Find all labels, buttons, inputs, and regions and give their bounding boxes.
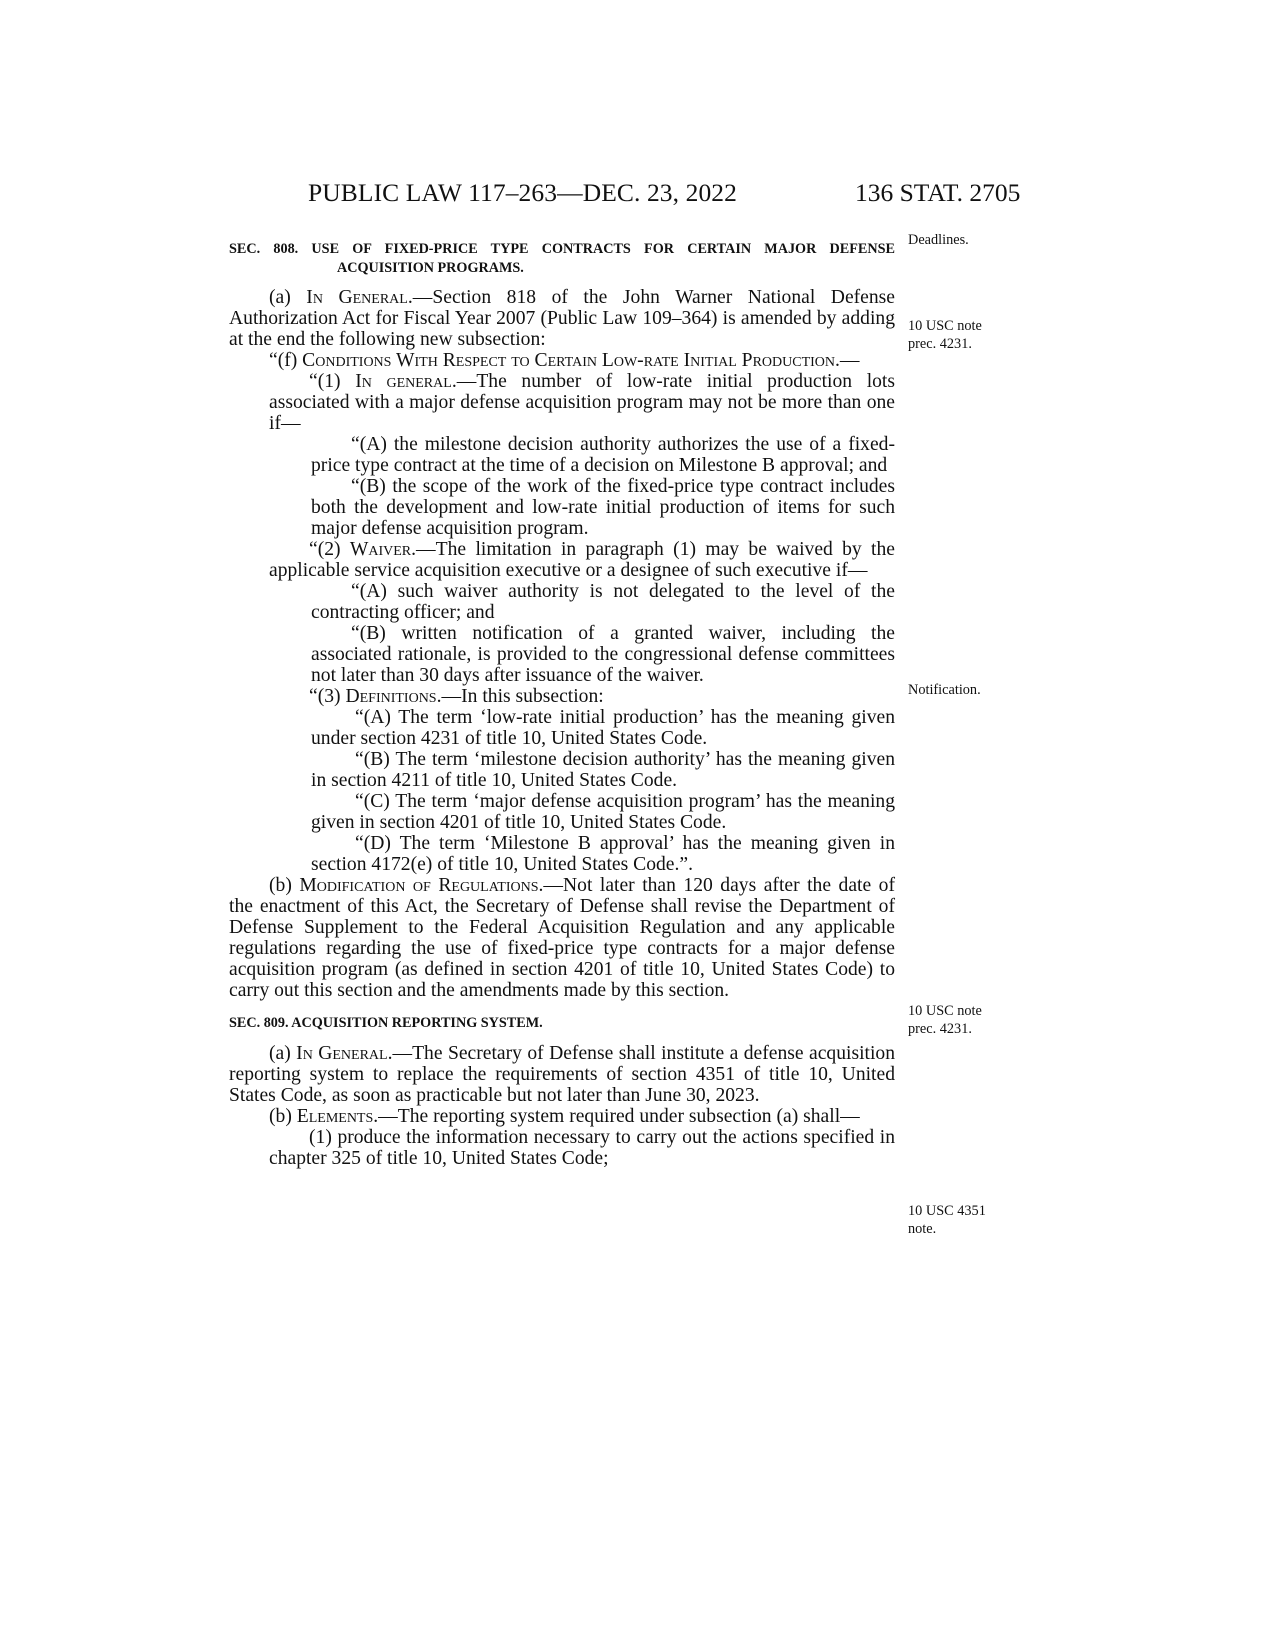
sec808-p3-subparagraph-b: “(B) The term ‘milestone decision authority’ has the meaning given in section 4211 of title 10, United States Code. (311, 749, 895, 791)
sec808-f-heading: Conditions With Respect to Certain Low-rate Initial Production (302, 350, 836, 371)
sec808-subsection-f-heading: “(f) Conditions With Respect to Certain Low-rate Initial Production.— (269, 350, 860, 371)
sec808-b-text: Not later than 120 days after the date of the enactment of this Act, the Secretary of Defense shall revise the Department of Defense Supplement to the Federal Acquisition Regulation and any applicable regulations regarding the use of fixed-price type contracts for a major defense acquisition program (as defined in section 4201 of title 10, United States Code) to carry out this section and the amendments made by this section. (229, 875, 895, 1001)
sec808-p2-heading: Waiver (349, 539, 412, 560)
sec808-p1-subparagraph-a: “(A) the milestone decision authority authorizes the use of a fixed-price type contract at the time of a decision on Milestone B approval; and (311, 434, 895, 476)
sec808-p1-heading: In general (355, 371, 452, 392)
section-808-heading: SEC. 808. USE OF FIXED-PRICE TYPE CONTRACTS FOR CERTAIN MAJOR DEFENSE ACQUISITION PROGRAMS. (229, 241, 895, 276)
margin-note-usc-1b: prec. 4231. (908, 336, 972, 352)
sec808-b-heading: Modification of Regulations (299, 875, 539, 896)
sec808-subsection-a: (a) In General.—Section 818 of the John Warner National Defense Authorization Act for Fiscal Year 2007 (Public Law 109–364) is amended by adding at the end the following new subsection: (229, 287, 895, 350)
running-header-title: PUBLIC LAW 117–263—DEC. 23, 2022 (308, 178, 737, 207)
sec808-a-text: Section 818 of the John Warner National Defense Authorization Act for Fiscal Year 2007 (Public Law 109–364) is amended by adding at the end the following new subsection: (229, 287, 895, 350)
margin-note-usc-3a: 10 USC 4351 (908, 1203, 986, 1219)
margin-note-usc-2b: prec. 4231. (908, 1021, 972, 1037)
sec809-b-paragraph-1: (1) produce the information necessary to carry out the actions specified in chapter 325 of title 10, United States Code; (269, 1127, 895, 1169)
sec808-p3-subparagraph-d: “(D) The term ‘Milestone B approval’ has the meaning given in section 4172(e) of title 10, United States Code.”. (311, 833, 895, 875)
sec808-p2-subparagraph-a: “(A) such waiver authority is not delegated to the level of the contracting officer; and (311, 581, 895, 623)
sec808-subsection-b: (b) Modification of Regulations.—Not later than 120 days after the date of the enactment of this Act, the Secretary of Defense shall revise the Department of Defense Supplement to the Federal Acquisition Regulation and any applicable regulations regarding the use of fixed-price type contracts for a major defense acquisition program (as defined in section 4201 of title 10, United States Code) to carry out this section and the amendments made by this section. (229, 875, 895, 1001)
margin-note-notification: Notification. (908, 682, 981, 698)
sec808-p3-subparagraph-a: “(A) The term ‘low-rate initial production’ has the meaning given under section 4231 of title 10, United States Code. (311, 707, 895, 749)
running-header-page: 136 STAT. 2705 (855, 178, 1021, 207)
sec808-p3-subparagraph-c: “(C) The term ‘major defense acquisition program’ has the meaning given in section 4201 of title 10, United States Code. (311, 791, 895, 833)
sec808-p2-subparagraph-b: “(B) written notification of a granted waiver, including the associated rationale, is provided to the congressional defense committees not later than 30 days after issuance of the waiver. (311, 623, 895, 686)
sec808-paragraph-2: “(2) Waiver.—The limitation in paragraph (1) may be waived by the applicable service acquisition executive or a designee of such executive if— (269, 539, 895, 581)
sec809-b-text: The reporting system required under subsection (a) shall— (397, 1106, 860, 1127)
margin-note-usc-2a: 10 USC note (908, 1003, 982, 1019)
sec808-a-heading: In General (306, 287, 408, 308)
sec809-subsection-b: (b) Elements.—The reporting system required under subsection (a) shall— (269, 1106, 860, 1127)
margin-note-usc-1a: 10 USC note (908, 318, 982, 334)
margin-note-usc-3b: note. (908, 1221, 937, 1237)
sec808-p3-heading: Definitions (345, 686, 437, 707)
sec809-a-heading: In General (296, 1043, 388, 1064)
sec808-paragraph-3: “(3) Definitions.—In this subsection: (309, 686, 604, 707)
margin-note-deadlines: Deadlines. (908, 232, 969, 248)
sec808-p3-text: In this subsection: (461, 686, 604, 707)
sec808-paragraph-1: “(1) In general.—The number of low-rate initial production lots associated with a major defense acquisition program may not be more than one if— (269, 371, 896, 434)
section-809-heading: SEC. 809. ACQUISITION REPORTING SYSTEM. (229, 1015, 543, 1031)
sec808-p1-text: The number of low-rate initial production lots associated with a major defense acquisition program may not be more than one if— (269, 371, 896, 434)
sec809-a-text: The Secretary of Defense shall institute a defense acquisition reporting system to replace the requirements of section 4351 of title 10, United States Code, as soon as practicable but not later than June 30, 2023. (229, 1043, 895, 1106)
sec809-subsection-a: (a) In General.—The Secretary of Defense shall institute a defense acquisition reporting system to replace the requirements of section 4351 of title 10, United States Code, as soon as practicable but not later than June 30, 2023. (229, 1043, 895, 1106)
sec809-b-heading: Elements (296, 1106, 374, 1127)
statute-body (229, 240, 895, 1169)
sec808-p2-text: The limitation in paragraph (1) may be waived by the applicable service acquisition executive or a designee of such executive if— (269, 539, 895, 581)
sec808-p1-subparagraph-b: “(B) the scope of the work of the fixed-price type contract includes both the development and low-rate initial production of items for such major defense acquisition program. (311, 476, 895, 539)
